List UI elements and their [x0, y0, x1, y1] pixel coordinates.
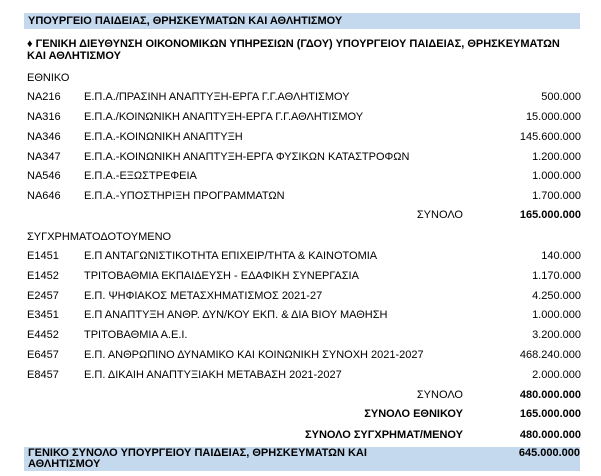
row-amount: 4.250.000: [532, 290, 581, 302]
row-description: Ε.Π. ΑΝΘΡΩΠΙΝΟ ΔΥΝΑΜΙΚΟ ΚΑΙ ΚΟΙΝΩΝΙΚΗ ΣΥΝΟΧΗ 2021-2027: [84, 349, 424, 361]
row-amount: 3.200.000: [532, 329, 581, 341]
row-code: ΝΑ546: [27, 170, 61, 182]
row-description: Ε.Π.Α./ΠΡΑΣΙΝΗ ΑΝΑΠΤΥΞΗ-ΕΡΓΑ Γ.Γ.ΑΘΛΗΤΙΣΜΟΥ: [84, 91, 350, 103]
summary-label: ΣΥΝΟΛΟ ΕΘΝΙΚΟΥ: [364, 408, 463, 420]
total-label: ΣΥΝΟΛΟ: [416, 389, 463, 401]
total-label: ΣΥΝΟΛΟ: [416, 209, 463, 221]
table-row: [27, 130, 581, 144]
row-code: ΝΑ347: [27, 151, 61, 163]
national-summary-row: [27, 407, 581, 421]
cofunded-total-row: [27, 388, 581, 402]
table-row: [27, 110, 581, 124]
section-title-cofunded: ΣΥΓΧΡΗΜΑΤΟΔΟΤΟΥΜΕΝΟ: [27, 231, 172, 243]
total-amount: 480.000.000: [519, 389, 581, 401]
row-amount: 140.000: [541, 250, 581, 262]
row-description: Ε.Π ΑΝΑΠΤΥΞΗ ΑΝΘΡ. ΔΥΝ/ΚΟΥ ΕΚΠ. & ΔΙΑ ΒΙΟΥ ΜΑΘΗΣΗ: [84, 309, 388, 321]
row-description: Ε.Π. ΔΙΚΑΙΗ ΑΝΑΠΤΥΞΙΑΚΗ ΜΕΤΑΒΑΣΗ 2021-2027: [84, 369, 342, 381]
grand-total-label: ΓΕΝΙΚΟ ΣΥΝΟΛΟ ΥΠΟΥΡΓΕΙΟΥ ΠΑΙΔΕΙΑΣ, ΘΡΗΣΚΕΥΜΑΤΩΝ ΚΑΙ ΑΘΛΗΤΙΣΜΟΥ: [28, 447, 367, 470]
table-row: [27, 289, 581, 303]
total-amount: 165.000.000: [519, 209, 581, 221]
table-row: [27, 368, 581, 382]
row-description: Ε.Π.Α./ΚΟΙΝΩΝΙΚΗ ΑΝΑΠΤΥΞΗ-ΕΡΓΑ Γ.Γ.ΑΘΛΗΤΙΣΜΟΥ: [84, 111, 364, 123]
cofunded-summary-row: [27, 428, 581, 442]
grand-total-amount: 645.000.000: [518, 447, 580, 459]
row-code: Ε8457: [27, 369, 59, 381]
row-code: ΝΑ346: [27, 131, 61, 143]
table-row: [27, 348, 581, 362]
row-description: Ε.Π.Α.-ΥΠΟΣΤΗΡΙΞΗ ΠΡΟΓΡΑΜΜΑΤΩΝ: [84, 190, 285, 202]
row-code: ΝΑ646: [27, 190, 61, 202]
row-amount: 2.000.000: [532, 369, 581, 381]
row-description: Ε.Π ΑΝΤΑΓΩΝΙΣΤΙΚΟΤΗΤΑ ΕΠΙΧΕΙΡ/ΤΗΤΑ & ΚΑΙΝΟΤΟΜΙΑ: [84, 250, 378, 262]
national-total-row: [27, 208, 581, 222]
row-code: Ε4452: [27, 329, 59, 341]
row-code: ΝΑ316: [27, 111, 61, 123]
table-row: [27, 150, 581, 164]
table-row: [27, 249, 581, 263]
row-code: Ε1451: [27, 250, 59, 262]
row-code: Ε3451: [27, 309, 59, 321]
table-row: [27, 90, 581, 104]
row-amount: 1.700.000: [532, 190, 581, 202]
row-description: Ε.Π.Α.-ΚΟΙΝΩΝΙΚΗ ΑΝΑΠΤΥΞΗ-ΕΡΓΑ ΦΥΣΙΚΩΝ ΚΑΤΑΣΤΡΟΦΩΝ: [84, 151, 410, 163]
table-row: [27, 169, 581, 183]
row-amount: 500.000: [541, 91, 581, 103]
row-description: Ε.Π.Α.-ΚΟΙΝΩΝΙΚΗ ΑΝΑΠΤΥΞΗ: [84, 131, 243, 143]
row-description: Ε.Π. ΨΗΦΙΑΚΟΣ ΜΕΤΑΣΧΗΜΑΤΙΣΜΟΣ 2021-27: [84, 290, 323, 302]
row-amount: 1.000.000: [532, 309, 581, 321]
row-amount: 1.000.000: [532, 170, 581, 182]
row-amount: 1.200.000: [532, 151, 581, 163]
summary-amount: 480.000.000: [519, 429, 581, 441]
grand-total-row: [24, 447, 580, 471]
row-description: ΤΡΙΤΟΒΑΘΜΙΑ ΕΚΠΑΙΔΕΥΣΗ - ΕΔΑΦΙΚΗ ΣΥΝΕΡΓΑΣΙΑ: [84, 270, 359, 282]
table-row: [27, 269, 581, 283]
table-row: [27, 308, 581, 322]
summary-amount: 165.000.000: [519, 408, 581, 420]
directorate-title: ♦ ΓΕΝΙΚΗ ΔΙΕΥΘΥΝΣΗ ΟΙΚΟΝΟΜΙΚΩΝ ΥΠΗΡΕΣΙΩΝ (ΓΔΟΥ) ΥΠΟΥΡΓΕΙΟΥ ΠΑΙΔΕΙΑΣ, ΘΡΗΣΚΕΥΜΑΤΩΝ ΚΑΙ ΑΘΛΗΤΙΣΜΟΥ: [27, 38, 560, 62]
row-code: Ε1452: [27, 270, 59, 282]
ministry-header: ΥΠΟΥΡΓΕΙΟ ΠΑΙΔΕΙΑΣ, ΘΡΗΣΚΕΥΜΑΤΩΝ ΚΑΙ ΑΘΛΗΤΙΣΜΟΥ: [24, 13, 580, 29]
row-amount: 15.000.000: [525, 111, 581, 123]
row-code: Ε2457: [27, 290, 59, 302]
row-description: Ε.Π.Α.-ΕΞΩΣΤΡΕΦΕΙΑ: [84, 170, 197, 182]
table-row: [27, 189, 581, 203]
row-code: ΝΑ216: [27, 91, 61, 103]
row-amount: 1.170.000: [532, 270, 581, 282]
row-amount: 468.240.000: [519, 349, 581, 361]
row-amount: 145.600.000: [519, 131, 581, 143]
row-code: Ε6457: [27, 349, 59, 361]
table-row: [27, 328, 581, 342]
summary-label: ΣΥΝΟΛΟ ΣΥΓΧΡΗΜΑΤ/ΜΕΝΟΥ: [305, 429, 463, 441]
section-title-national: ΕΘΝΙΚΟ: [27, 72, 70, 84]
row-description: ΤΡΙΤΟΒΑΘΜΙΑ Α.Ε.Ι.: [84, 329, 188, 341]
